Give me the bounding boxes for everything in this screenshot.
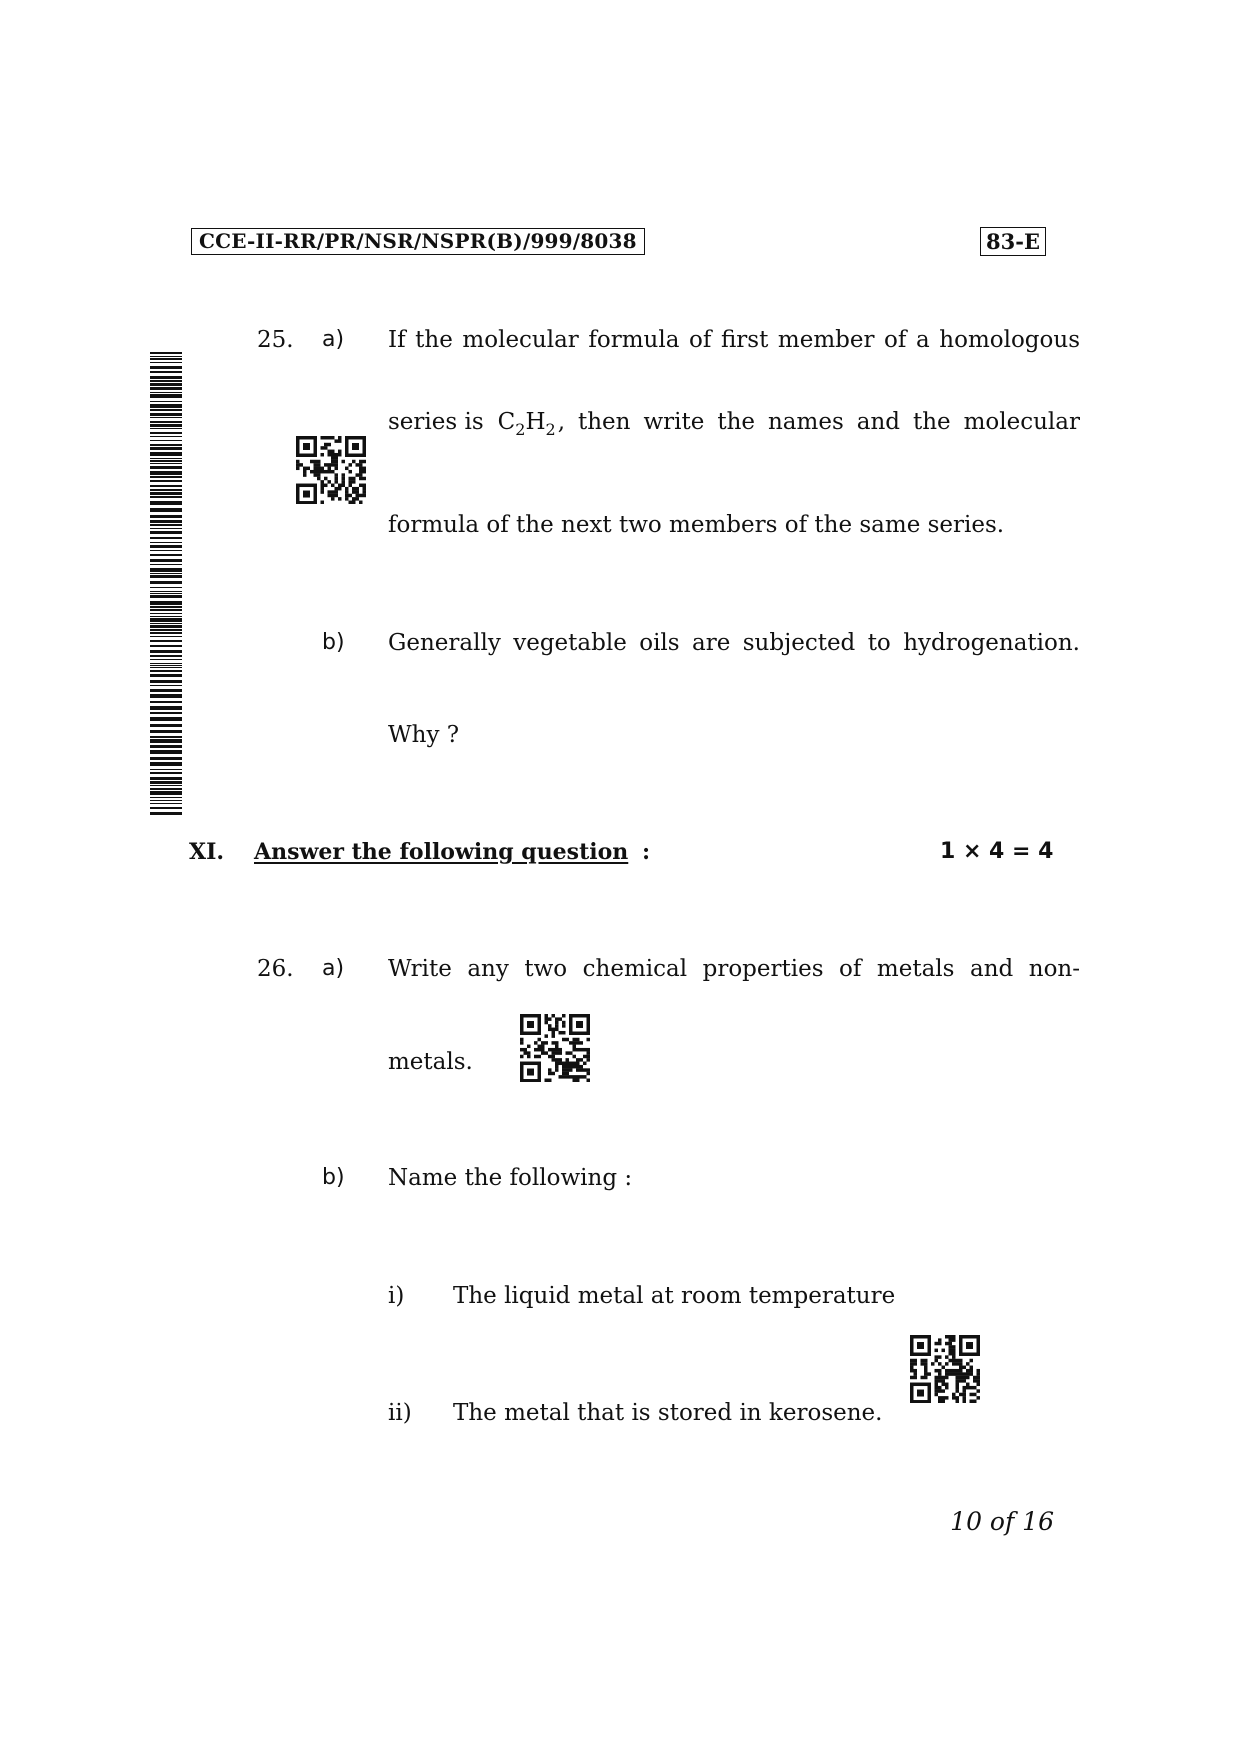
qr-code-icon	[910, 1335, 980, 1403]
section-title: Answer the following question	[254, 839, 629, 865]
question-25a-line-2	[388, 407, 1080, 437]
question-number-25: 25.	[257, 327, 294, 353]
qr-code-icon	[520, 1014, 590, 1082]
item-label-i: i)	[388, 1283, 405, 1309]
question-25a-line-3: formula of the next two members of the same series.	[388, 512, 1005, 538]
section-number: XI.	[189, 839, 225, 865]
section-colon: :	[641, 839, 651, 865]
question-25a-line-1: If the molecular formula of first member of a homologous	[388, 327, 1080, 353]
question-26a-line-1: Write any two chemical properties of metals and non-	[388, 956, 1080, 982]
item-text-i: The liquid metal at room temperature	[453, 1283, 896, 1309]
question-paper-code: CCE-II-RR/PR/NSR/NSPR(B)/999/8038	[191, 228, 645, 255]
section-heading	[254, 837, 650, 867]
item-label-ii: ii)	[388, 1400, 412, 1426]
question-25a-line-2-start: series is	[388, 409, 484, 435]
part-label-25a: a)	[322, 327, 345, 352]
section-marks: 1 × 4 = 4	[940, 839, 1054, 864]
part-label-26a: a)	[322, 956, 345, 981]
part-label-25b: b)	[322, 630, 345, 655]
barcode	[150, 352, 182, 817]
question-25a-line-2-end: , then write the names and the molecular	[557, 409, 1080, 435]
item-text-ii: The metal that is stored in kerosene.	[453, 1400, 883, 1426]
qr-code-icon	[296, 436, 366, 504]
paper-number-box: 83-E	[980, 227, 1046, 256]
page-number: 10 of 16	[950, 1507, 1054, 1536]
question-26a-line-2: metals.	[388, 1049, 473, 1075]
question-25b-line-2: Why ?	[388, 722, 460, 748]
part-label-26b: b)	[322, 1165, 345, 1190]
question-26b-line-1: Name the following :	[388, 1165, 633, 1191]
question-number-26: 26.	[257, 956, 294, 982]
chemical-formula: $C_2H_2$	[497, 409, 556, 439]
question-25b-line-1: Generally vegetable oils are subjected to hydrogenation.	[388, 630, 1080, 656]
